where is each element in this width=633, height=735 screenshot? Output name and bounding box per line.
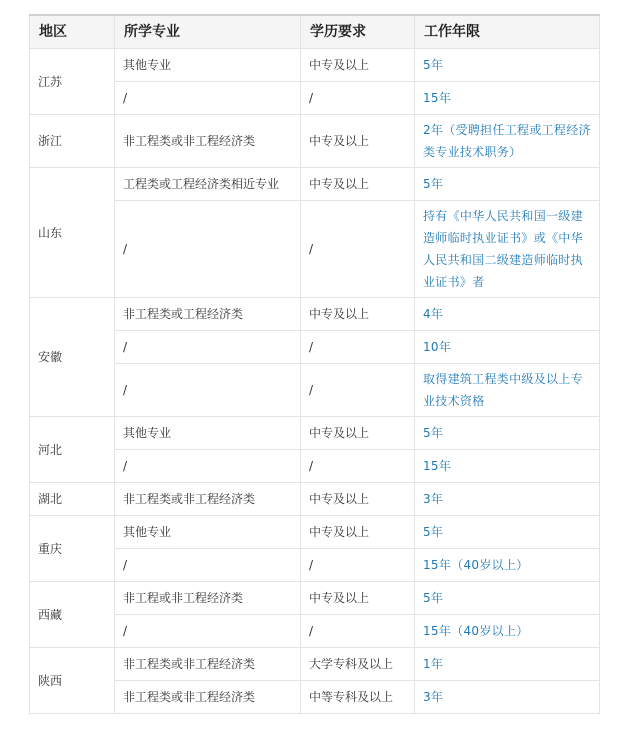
cell-region: 山东 [30, 168, 115, 298]
cell-education: 中等专科及以上 [301, 681, 415, 714]
table-row [30, 681, 600, 714]
cell-education: / [301, 549, 415, 582]
cell-region: 湖北 [30, 483, 115, 516]
table-row [30, 549, 600, 582]
cell-education: / [301, 331, 415, 364]
cell-years: 15年（40岁以上） [415, 615, 600, 648]
cell-major: 非工程类或工程经济类 [115, 298, 301, 331]
cell-years: 15年（40岁以上） [415, 549, 600, 582]
cell-years: 4年 [415, 298, 600, 331]
header-education: 学历要求 [301, 15, 415, 49]
table-row [30, 582, 600, 615]
cell-years: 2年（受聘担任工程或工程经济类专业技术职务） [415, 115, 600, 168]
table-row [30, 364, 600, 417]
table-row [30, 331, 600, 364]
cell-region: 江苏 [30, 49, 115, 115]
cell-education: 中专及以上 [301, 417, 415, 450]
cell-years: 10年 [415, 331, 600, 364]
cell-major: 非工程或非工程经济类 [115, 582, 301, 615]
cell-years: 15年 [415, 450, 600, 483]
requirements-table-container [29, 14, 599, 714]
header-years: 工作年限 [415, 15, 600, 49]
cell-education: 中专及以上 [301, 49, 415, 82]
cell-education: 中专及以上 [301, 115, 415, 168]
cell-years: 5年 [415, 582, 600, 615]
cell-education: 大学专科及以上 [301, 648, 415, 681]
cell-major: 其他专业 [115, 516, 301, 549]
cell-education: / [301, 615, 415, 648]
cell-major: / [115, 331, 301, 364]
cell-region: 河北 [30, 417, 115, 483]
cell-major: / [115, 82, 301, 115]
cell-years: 持有《中华人民共和国一级建造师临时执业证书》或《中华人民共和国二级建造师临时执业证书》者 [415, 201, 600, 298]
cell-education: 中专及以上 [301, 516, 415, 549]
table-row [30, 201, 600, 298]
table-row [30, 615, 600, 648]
table-row [30, 483, 600, 516]
requirements-table [29, 14, 600, 714]
cell-years: 5年 [415, 417, 600, 450]
table-row [30, 168, 600, 201]
table-header-row [30, 15, 600, 49]
cell-years: 5年 [415, 516, 600, 549]
cell-education: / [301, 82, 415, 115]
cell-education: / [301, 450, 415, 483]
cell-region: 浙江 [30, 115, 115, 168]
cell-education: 中专及以上 [301, 298, 415, 331]
cell-major: 其他专业 [115, 49, 301, 82]
cell-region: 西藏 [30, 582, 115, 648]
cell-education: 中专及以上 [301, 483, 415, 516]
cell-education: 中专及以上 [301, 168, 415, 201]
cell-major: 其他专业 [115, 417, 301, 450]
cell-education: / [301, 364, 415, 417]
table-row [30, 298, 600, 331]
cell-years: 取得建筑工程类中级及以上专业技术资格 [415, 364, 600, 417]
table-row [30, 417, 600, 450]
cell-major: 工程类或工程经济类相近专业 [115, 168, 301, 201]
cell-major: 非工程类或非工程经济类 [115, 483, 301, 516]
cell-years: 1年 [415, 648, 600, 681]
cell-years: 15年 [415, 82, 600, 115]
cell-years: 5年 [415, 49, 600, 82]
cell-education: / [301, 201, 415, 298]
table-row [30, 82, 600, 115]
cell-years: 3年 [415, 681, 600, 714]
cell-major: 非工程类或非工程经济类 [115, 648, 301, 681]
table-row [30, 49, 600, 82]
cell-major: / [115, 364, 301, 417]
cell-years: 5年 [415, 168, 600, 201]
table-row [30, 115, 600, 168]
cell-education: 中专及以上 [301, 582, 415, 615]
table-row [30, 450, 600, 483]
cell-region: 安徽 [30, 298, 115, 417]
table-row [30, 648, 600, 681]
table-row [30, 516, 600, 549]
cell-major: / [115, 549, 301, 582]
cell-region: 陕西 [30, 648, 115, 714]
cell-major: / [115, 201, 301, 298]
cell-major: 非工程类或非工程经济类 [115, 115, 301, 168]
header-region: 地区 [30, 15, 115, 49]
cell-major: 非工程类或非工程经济类 [115, 681, 301, 714]
header-major: 所学专业 [115, 15, 301, 49]
cell-years: 3年 [415, 483, 600, 516]
cell-major: / [115, 615, 301, 648]
cell-major: / [115, 450, 301, 483]
cell-region: 重庆 [30, 516, 115, 582]
